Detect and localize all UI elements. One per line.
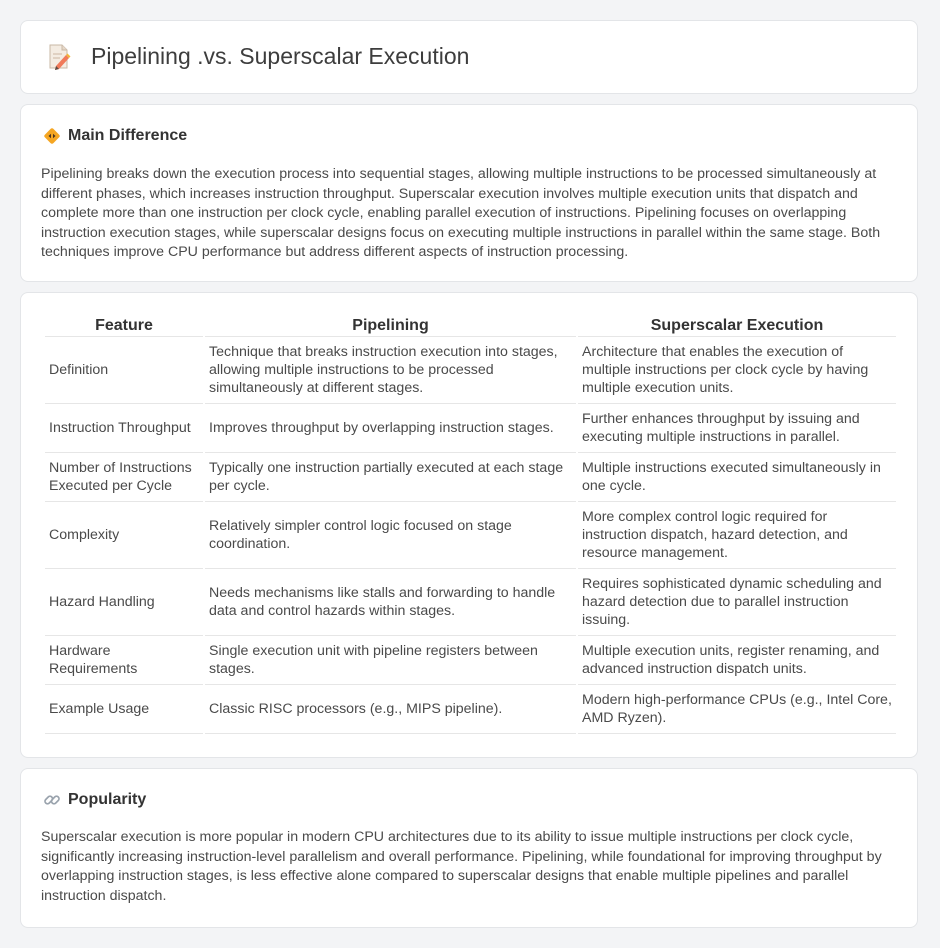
pipelining-cell: Classic RISC processors (e.g., MIPS pipeline).	[205, 685, 576, 734]
title-card	[20, 20, 918, 94]
popularity-text: Superscalar execution is more popular in modern CPU architectures due to its ability to issue multiple instructions per clock cycle, significantly increasing instruction-level parallelism and overall performance. Pipelining, while foundational for improving throughput by overlapping instruction stages, is less effective alone compared to superscalar designs that enable multiple pipelines and parallel instruction dispatch.	[41, 829, 882, 904]
main-difference-card	[20, 104, 918, 282]
feature-cell: Definition	[45, 337, 203, 404]
superscalar-cell: Requires sophisticated dynamic scheduling and hazard detection due to parallel instruction issuing.	[578, 569, 896, 636]
comparison-table	[43, 315, 898, 734]
feature-cell: Hazard Handling	[45, 569, 203, 636]
superscalar-cell: Architecture that enables the execution of multiple instructions per clock cycle by having multiple execution units.	[578, 337, 896, 404]
header-superscalar: Superscalar Execution	[578, 315, 896, 337]
table-row	[45, 685, 896, 734]
table-row	[45, 502, 896, 569]
document-pencil-icon	[47, 44, 71, 70]
main-difference-header	[43, 127, 187, 145]
main-difference-heading: Main Difference	[68, 127, 188, 144]
popularity-card	[20, 768, 918, 928]
feature-cell: Instruction Throughput	[45, 404, 203, 453]
feature-cell: Number of Instructions Executed per Cycle	[45, 453, 203, 502]
pipelining-cell: Needs mechanisms like stalls and forwarding to handle data and control hazards within stages.	[205, 569, 576, 636]
pipelining-cell: Relatively simpler control logic focused on stage coordination.	[205, 502, 576, 569]
popularity-header	[43, 791, 146, 809]
page-title: Pipelining .vs. Superscalar Execution	[91, 43, 470, 69]
table-row	[45, 453, 896, 502]
superscalar-cell: Multiple execution units, register renaming, and advanced instruction dispatch units.	[578, 636, 896, 685]
table-header-row	[45, 315, 896, 337]
diamond-arrows-icon	[43, 127, 61, 145]
comparison-table-card	[20, 292, 918, 758]
pipelining-cell: Improves throughput by overlapping instruction stages.	[205, 404, 576, 453]
table-row	[45, 636, 896, 685]
table-row	[45, 404, 896, 453]
title-row	[47, 43, 469, 70]
header-feature: Feature	[45, 315, 203, 337]
superscalar-cell: Modern high-performance CPUs (e.g., Intel Core, AMD Ryzen).	[578, 685, 896, 734]
feature-cell: Example Usage	[45, 685, 203, 734]
table-row	[45, 569, 896, 636]
superscalar-cell: Multiple instructions executed simultaneously in one cycle.	[578, 453, 896, 502]
pipelining-cell: Single execution unit with pipeline registers between stages.	[205, 636, 576, 685]
popularity-heading: Popularity	[68, 791, 147, 808]
feature-cell: Hardware Requirements	[45, 636, 203, 685]
feature-cell: Complexity	[45, 502, 203, 569]
pipelining-cell: Typically one instruction partially executed at each stage per cycle.	[205, 453, 576, 502]
table-row	[45, 337, 896, 404]
superscalar-cell: Further enhances throughput by issuing and executing multiple instructions in parallel.	[578, 404, 896, 453]
pipelining-cell: Technique that breaks instruction execution into stages, allowing multiple instructions to be processed simultaneously at different stages.	[205, 337, 576, 404]
header-pipelining: Pipelining	[205, 315, 576, 337]
main-difference-text: Pipelining breaks down the execution process into sequential stages, allowing multiple instructions to be processed simultaneously at different phases, which increases instruction throughput. Superscalar execution involves multiple execution units that dispatch and complete more than one instruction per clock cycle, enabling parallel execution of instructions. Pipelining focuses on overlapping instruction execution stages, while superscalar designs focus on executing multiple instructions in parallel within the same stage. Both techniques improve CPU performance but address different aspects of instruction processing.	[41, 166, 881, 261]
link-icon	[43, 791, 61, 809]
superscalar-cell: More complex control logic required for instruction dispatch, hazard detection, and resource management.	[578, 502, 896, 569]
